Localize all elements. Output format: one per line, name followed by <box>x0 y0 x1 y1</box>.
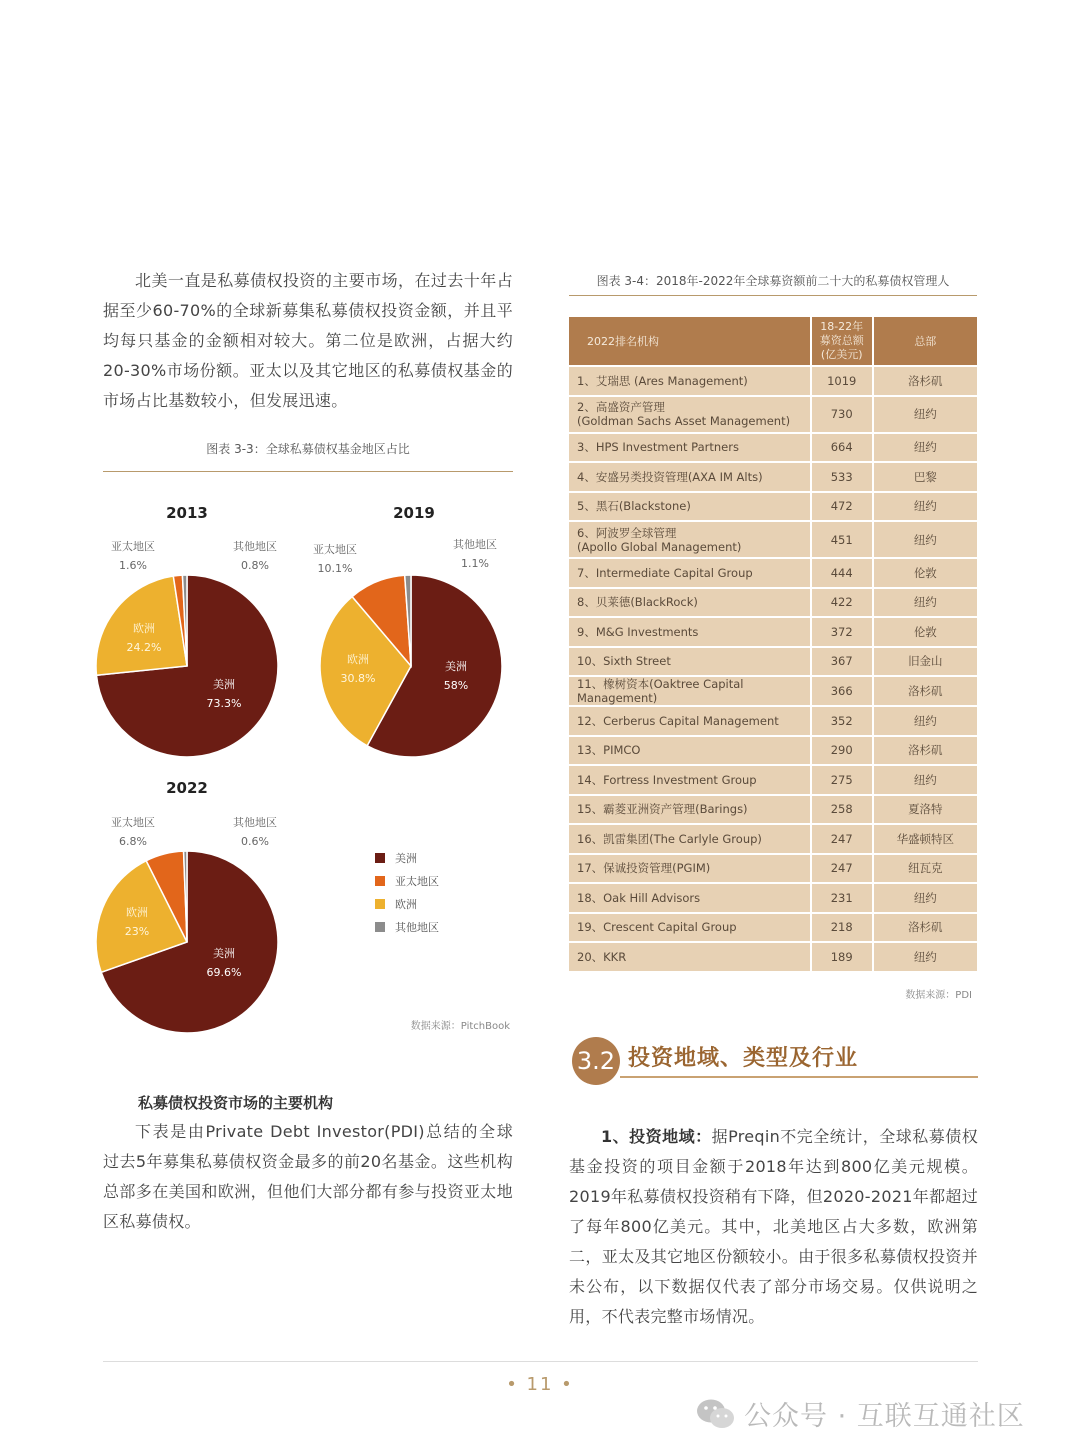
cell-amount: 247 <box>812 825 872 853</box>
pie-2019-label-europe-value: 30.8% <box>340 672 376 685</box>
institution-name-line: 12、Cerberus Capital Management <box>577 713 779 728</box>
figure-3-4-rule <box>569 295 977 296</box>
pie-2022-label-apac <box>88 813 178 851</box>
pie-2013-label-other <box>210 537 300 575</box>
legend-swatch-europe <box>375 899 385 909</box>
cell-amount: 218 <box>812 914 872 942</box>
pie-2013-title: 2013 <box>166 504 208 522</box>
table-row <box>569 737 977 765</box>
intro-paragraph <box>103 266 513 416</box>
pie-2019-label-apac-value: 10.1% <box>317 562 353 575</box>
legend-item-other <box>375 915 439 938</box>
pie-2013-label-other-value: 0.8% <box>241 559 269 572</box>
cell-amount: 422 <box>812 589 872 617</box>
pie-2022-label-apac-name: 亚太地区 <box>111 816 155 829</box>
institution-name-line: 1、艾瑞思 (Ares Management) <box>577 373 748 388</box>
table-row <box>569 707 977 735</box>
pie-2013 <box>92 571 282 761</box>
cell-hq: 纽约 <box>874 522 977 557</box>
table-row <box>569 855 977 883</box>
pie-2013-label-america-value: 73.3% <box>206 697 242 710</box>
legend-swatch-apac <box>375 876 385 886</box>
page-number: • 11 • <box>506 1374 574 1395</box>
ranking-table-header <box>569 317 977 365</box>
header-amount-line2: 募资总额 <box>819 334 864 347</box>
institution-name-line: 11、橡树资本(Oaktree Capital Management) <box>577 677 744 705</box>
institution-name-line: 3、HPS Investment Partners <box>577 440 739 455</box>
table-row <box>569 559 977 587</box>
table-row <box>569 943 977 971</box>
cell-hq: 纽约 <box>874 589 977 617</box>
pie-2019-label-america-value: 58% <box>443 679 469 692</box>
cell-hq: 洛杉矶 <box>874 737 977 765</box>
table-row <box>569 367 977 395</box>
institution-name-line: 17、保诚投资管理(PGIM) <box>577 861 711 876</box>
table-row <box>569 434 977 462</box>
institution-name-line: (Goldman Sachs Asset Management) <box>577 414 791 428</box>
table-row <box>569 884 977 912</box>
pie-2013-label-apac-name: 亚太地区 <box>111 540 155 553</box>
cell-amount: 730 <box>812 397 872 432</box>
cell-amount: 533 <box>812 463 872 491</box>
table-row <box>569 397 977 432</box>
institution-name-line: 15、霸菱亚洲资产管理(Barings) <box>577 802 748 817</box>
pie-2013-label-america <box>184 675 264 713</box>
table-row <box>569 589 977 617</box>
cell-institution <box>569 884 810 912</box>
table-row <box>569 766 977 794</box>
institutions-heading: 私募债权投资市场的主要机构 <box>138 1094 334 1112</box>
cell-hq: 夏洛特 <box>874 796 977 824</box>
pie-2019-label-america <box>416 657 496 695</box>
pie-2022-label-other-name: 其他地区 <box>233 816 277 829</box>
figure-3-3-caption: 图表 3-3：全球私募债权基金地区占比 <box>206 442 410 456</box>
cell-hq: 洛杉矶 <box>874 914 977 942</box>
cell-institution <box>569 737 810 765</box>
cell-hq: 伦敦 <box>874 559 977 587</box>
institution-name-line: 4、安盛另类投资管理(AXA IM Alts) <box>577 469 763 484</box>
figure-3-3-rule <box>103 471 513 472</box>
cell-amount: 258 <box>812 796 872 824</box>
cell-amount: 444 <box>812 559 872 587</box>
institution-name-line: 14、Fortress Investment Group <box>577 772 757 787</box>
header-institution: 2022排名机构 <box>569 317 810 365</box>
cell-institution <box>569 766 810 794</box>
section-3-2-text <box>569 1122 978 1332</box>
pie-2019-label-apac <box>290 540 380 578</box>
cell-hq: 伦敦 <box>874 618 977 646</box>
pie-2019-label-apac-name: 亚太地区 <box>313 543 357 556</box>
legend-swatch-america <box>375 853 385 863</box>
institution-name-line: 10、Sixth Street <box>577 654 671 669</box>
pie-2013-label-apac <box>88 537 178 575</box>
institution-name-line: 13、PIMCO <box>577 743 641 758</box>
cell-hq: 纽约 <box>874 766 977 794</box>
cell-institution <box>569 943 810 971</box>
cell-amount: 275 <box>812 766 872 794</box>
cell-hq: 洛杉矶 <box>874 677 977 705</box>
figure-3-4-caption: 图表 3-4：2018年-2022年全球募资额前二十大的私募债权管理人 <box>596 274 950 288</box>
figure-3-3-source: 数据来源：PitchBook <box>410 1021 510 1032</box>
legend-label-europe: 欧洲 <box>395 897 417 911</box>
pie-2013-label-europe-name: 欧洲 <box>133 622 155 635</box>
cell-amount: 231 <box>812 884 872 912</box>
pie-2022-label-apac-value: 6.8% <box>119 835 147 848</box>
cell-amount: 189 <box>812 943 872 971</box>
pie-2022-label-other-value: 0.6% <box>241 835 269 848</box>
institution-name-line: 18、Oak Hill Advisors <box>577 890 701 905</box>
pie-2022 <box>92 847 282 1037</box>
cell-amount: 472 <box>812 493 872 521</box>
pie-2022-label-europe-value: 23% <box>124 925 150 938</box>
legend-swatch-other <box>375 922 385 932</box>
pie-2022-label-america-value: 69.6% <box>206 966 242 979</box>
institution-name-line: 19、Crescent Capital Group <box>577 920 737 935</box>
table-row <box>569 493 977 521</box>
cell-amount: 1019 <box>812 367 872 395</box>
pie-2019-title: 2019 <box>393 504 435 522</box>
cell-hq: 纽约 <box>874 707 977 735</box>
cell-amount: 352 <box>812 707 872 735</box>
cell-amount: 366 <box>812 677 872 705</box>
table-row <box>569 825 977 853</box>
watermark <box>696 1394 1025 1433</box>
intro-text: 北美一直是私募债权投资的主要市场，在过去十年占据至少60-70%的全球新募集私募债权投资金额，并且平均每只基金的金额相对较大。第二位是欧洲，占据大约20-30%市场份额。亚太以及其它地区的私募债权基金的市场占比基数较小，但发展迅速。 <box>103 271 513 410</box>
section-3-2-paragraph <box>569 1122 978 1332</box>
section-title: 投资地域、类型及行业 <box>628 1046 859 1071</box>
pie-2019-label-other-name: 其他地区 <box>453 538 497 551</box>
table-row <box>569 618 977 646</box>
table-row <box>569 648 977 676</box>
cell-amount: 247 <box>812 855 872 883</box>
cell-amount: 367 <box>812 648 872 676</box>
section-3-2-lead: 1、投资地域： <box>601 1127 712 1146</box>
table-row <box>569 522 977 557</box>
footer-rule <box>103 1361 978 1362</box>
legend-label-other: 其他地区 <box>395 920 439 934</box>
cell-institution <box>569 707 810 735</box>
cell-institution <box>569 677 810 705</box>
pie-2013-label-other-name: 其他地区 <box>233 540 277 553</box>
section-rule <box>620 1076 978 1078</box>
institutions-paragraph <box>103 1117 513 1237</box>
cell-institution <box>569 367 810 395</box>
institution-name-line: 9、M&G Investments <box>577 624 699 639</box>
cell-hq: 纽约 <box>874 493 977 521</box>
cell-institution <box>569 589 810 617</box>
institution-name-line: 5、黑石(Blackstone) <box>577 499 691 514</box>
header-amount-line3: (亿美元) <box>820 348 863 361</box>
cell-hq: 洛杉矶 <box>874 367 977 395</box>
figure-3-4-source: 数据来源：PDI <box>905 990 972 1001</box>
institution-name-line: 2、高盛资产管理 <box>577 400 665 414</box>
pie-2022-label-america <box>184 944 264 982</box>
legend-item-apac <box>375 869 439 892</box>
pie-2013-label-europe <box>104 619 184 657</box>
table-row <box>569 463 977 491</box>
ranking-table <box>567 315 979 973</box>
cell-amount: 372 <box>812 618 872 646</box>
pie-2019-label-europe <box>318 650 398 688</box>
legend-item-america <box>375 846 439 869</box>
pie-2013-label-apac-value: 1.6% <box>119 559 147 572</box>
cell-institution <box>569 434 810 462</box>
cell-institution <box>569 493 810 521</box>
cell-hq: 华盛顿特区 <box>874 825 977 853</box>
cell-institution <box>569 855 810 883</box>
pie-2019-label-other-value: 1.1% <box>461 557 489 570</box>
institutions-text: 下表是由Private Debt Investor(PDI)总结的全球过去5年募集私募债权资金最多的前20名基金。这些机构总部多在美国和欧洲，但他们大部分都有参与投资亚太地区私募债权。 <box>103 1122 513 1231</box>
pie-2013-label-america-name: 美洲 <box>213 678 235 691</box>
wechat-icon <box>696 1397 736 1431</box>
cell-institution <box>569 914 810 942</box>
institution-name-line: 20、KKR <box>577 949 627 964</box>
header-amount-line1: 18-22年 <box>820 320 864 333</box>
pie-2019-label-america-name: 美洲 <box>445 660 467 673</box>
pie-2013-label-europe-value: 24.2% <box>126 641 162 654</box>
cell-institution <box>569 825 810 853</box>
pie-2022-label-america-name: 美洲 <box>213 947 235 960</box>
watermark-text: 公众号 · 互联互通社区 <box>744 1401 1025 1432</box>
pie-2019-label-europe-name: 欧洲 <box>347 653 369 666</box>
cell-hq: 纽约 <box>874 434 977 462</box>
cell-hq: 纽约 <box>874 943 977 971</box>
cell-amount: 664 <box>812 434 872 462</box>
cell-institution <box>569 559 810 587</box>
cell-hq: 纽瓦克 <box>874 855 977 883</box>
cell-hq: 巴黎 <box>874 463 977 491</box>
cell-institution <box>569 397 810 432</box>
cell-institution <box>569 618 810 646</box>
header-hq: 总部 <box>874 317 977 365</box>
cell-hq: 旧金山 <box>874 648 977 676</box>
institution-name-line: 8、贝莱德(BlackRock) <box>577 595 698 610</box>
cell-hq: 纽约 <box>874 397 977 432</box>
legend-label-america: 美洲 <box>395 851 417 865</box>
legend-label-apac: 亚太地区 <box>395 874 439 888</box>
header-amount <box>812 317 872 365</box>
section-number-badge: 3.2 <box>572 1037 620 1085</box>
cell-institution <box>569 796 810 824</box>
section-3-2-body: 据Preqin不完全统计，全球私募债权基金投资的项目金额于2018年达到800亿美元规模。2019年私募债权投资稍有下降，但2020-2021年都超过了每年800亿美元。其中，北美地区占大多数，欧洲第二，亚太及其它地区份额较小。由于很多私募债权投资并未公布，以下数据仅代表了部分市场交易。仅供说明之用，不代表完整市场情况。 <box>569 1127 978 1326</box>
institution-name-line: (Apollo Global Management) <box>577 539 742 554</box>
cell-institution <box>569 522 810 557</box>
table-row <box>569 914 977 942</box>
cell-institution <box>569 463 810 491</box>
legend-item-europe <box>375 892 439 915</box>
pie-2022-label-europe-name: 欧洲 <box>126 906 148 919</box>
pie-2019-label-other <box>430 535 520 573</box>
table-row <box>569 677 977 705</box>
pie-2022-label-other <box>210 813 300 851</box>
cell-hq: 纽约 <box>874 884 977 912</box>
institution-name-line: 7、Intermediate Capital Group <box>577 565 753 580</box>
cell-amount: 290 <box>812 737 872 765</box>
pie-legend <box>375 846 439 938</box>
cell-institution <box>569 648 810 676</box>
institution-name-line: 6、阿波罗全球管理 <box>577 525 677 540</box>
table-row <box>569 796 977 824</box>
pie-2022-title: 2022 <box>166 779 208 797</box>
institution-name-line: 16、凯雷集团(The Carlyle Group) <box>577 831 762 846</box>
cell-amount: 451 <box>812 522 872 557</box>
pie-2022-label-europe <box>97 903 177 941</box>
ranking-table-body <box>569 367 977 971</box>
